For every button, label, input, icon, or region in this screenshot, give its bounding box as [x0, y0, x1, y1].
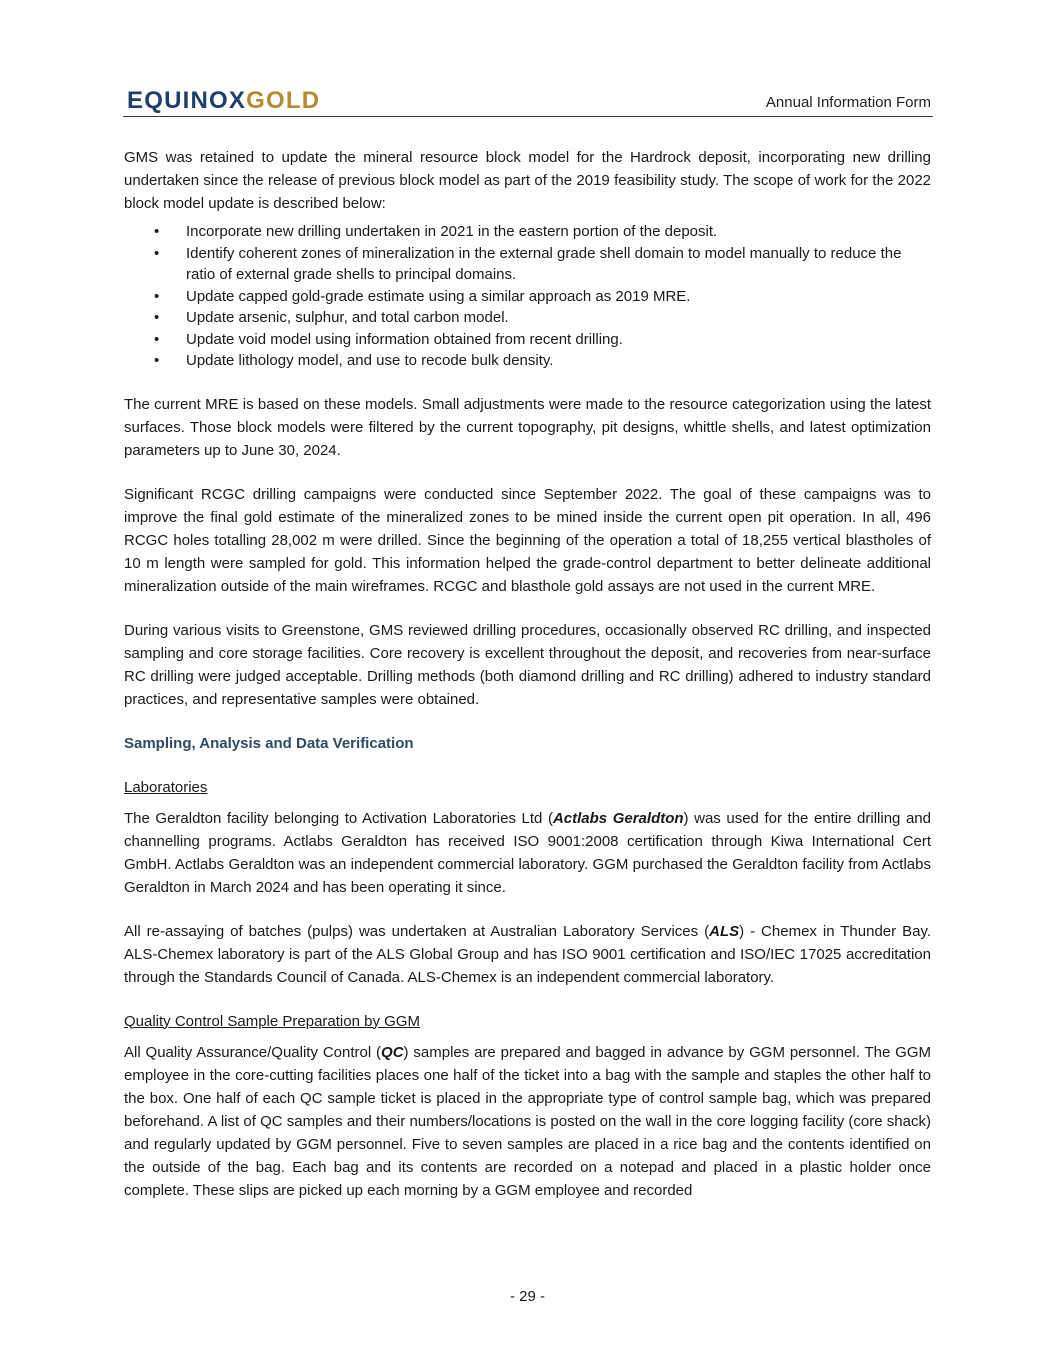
- company-logo: [127, 88, 320, 114]
- defined-term: Actlabs Geraldton: [552, 809, 684, 827]
- defined-term: ALS: [709, 922, 740, 940]
- qc-prep-paragraph: [124, 1041, 931, 1202]
- list-item: • Update arsenic, sulphur, and total carbon model.: [124, 307, 931, 329]
- laboratories-paragraph-2: [124, 920, 931, 989]
- defined-term: QC: [381, 1043, 404, 1061]
- logo-secondary-text: GOLD: [246, 87, 321, 114]
- laboratories-paragraph-1: [124, 807, 931, 899]
- page-header: [123, 86, 933, 117]
- list-item: • Incorporate new drilling undertaken in 2021 in the eastern portion of the deposit.: [124, 221, 931, 243]
- rcgc-paragraph: Significant RCGC drilling campaigns were conducted since September 2022. The goal of these campaigns was to improve the final gold estimate of the mineralized zones to be mined inside the current open pit operation. In all, 496 RCGC holes totalling 28,002 m were drilled. Since the beginning of the operation a total of 18,255 vertical blastholes of 10 m length were sampled for gold. This information helped the grade-control department to better delineate additional mineralization outside of the main wireframes. RCGC and blasthole gold assays are not used in the current MRE.: [124, 485, 931, 595]
- laboratories-heading: Laboratories: [124, 778, 208, 796]
- list-item: • Update void model using information obtained from recent drilling.: [124, 329, 931, 351]
- list-item: • Update capped gold-grade estimate using a similar approach as 2019 MRE.: [124, 286, 931, 308]
- text-run: The Geraldton facility belonging to Activation Laboratories Ltd (: [124, 809, 553, 827]
- page-body: [124, 146, 931, 1202]
- text-run: ) - Chemex in Thunder Bay. ALS-Chemex laboratory is part of the ALS Global Group and has ISO 9001 certification and ISO/IEC 17025 accreditation through the Standards Council of Canada. ALS-Chemex is an independent commercial laboratory.: [124, 922, 931, 986]
- page-number: - 29 -: [509, 1288, 545, 1305]
- document-title: Annual Information Form: [765, 94, 931, 111]
- list-item: • Update lithology model, and use to recode bulk density.: [124, 350, 931, 372]
- section-heading: Sampling, Analysis and Data Verification: [124, 734, 414, 752]
- text-run: All re-assaying of batches (pulps) was undertaken at Australian Laboratory Services (: [124, 922, 710, 940]
- text-run: ) samples are prepared and bagged in advance by GGM personnel. The GGM employee in the core-cutting facilities places one half of the ticket into a bag with the sample and staples the other half to the box. One half of each QC sample ticket is placed in the appropriate type of control sample bag, which was prepared beforehand. A list of QC samples and their numbers/locations is posted on the wall in the core logging facility (core shack) and regularly updated by GGM personnel. Five to seven samples are placed in a rice bag and the contents identified on the outside of the bag. Each bag and its contents are recorded on a notepad and placed in a plastic holder once complete. These slips are picked up each morning by a GGM employee and recorded: [124, 1043, 931, 1199]
- scope-list: [124, 221, 931, 372]
- text-run: ) was used for the entire drilling and channelling programs. Actlabs Geraldton has received ISO 9001:2008 certification through Kiwa International Cert GmbH. Actlabs Geraldton was an independent commercial laboratory. GGM purchased the Geraldton facility from Actlabs Geraldton in March 2024 and has been operating it since.: [124, 809, 931, 896]
- list-item: • Identify coherent zones of mineralization in the external grade shell domain to model manually to reduce the ratio of external grade shells to principal domains.: [124, 243, 931, 286]
- text-run: All Quality Assurance/Quality Control (: [124, 1043, 382, 1061]
- current-mre-paragraph: The current MRE is based on these models. Small adjustments were made to the resource categorization using the latest surfaces. Those block models were filtered by the current topography, pit designs, whittle shells, and latest optimization parameters up to June 30, 2024.: [124, 395, 931, 459]
- logo-primary-text: EQUINOX: [127, 87, 247, 114]
- qc-prep-heading: Quality Control Sample Preparation by GGM: [124, 1012, 420, 1030]
- intro-paragraph: GMS was retained to update the mineral resource block model for the Hardrock deposit, incorporating new drilling undertaken since the release of previous block model as part of the 2019 feasibility study. The scope of work for the 2022 block model update is described below:: [124, 149, 931, 212]
- visits-paragraph: During various visits to Greenstone, GMS reviewed drilling procedures, occasionally observed RC drilling, and inspected sampling and core storage facilities. Core recovery is excellent throughout the deposit, and recoveries from near-surface RC drilling were judged acceptable. Drilling methods (both diamond drilling and RC drilling) adhered to industry standard practices, and representative samples were obtained.: [124, 621, 931, 708]
